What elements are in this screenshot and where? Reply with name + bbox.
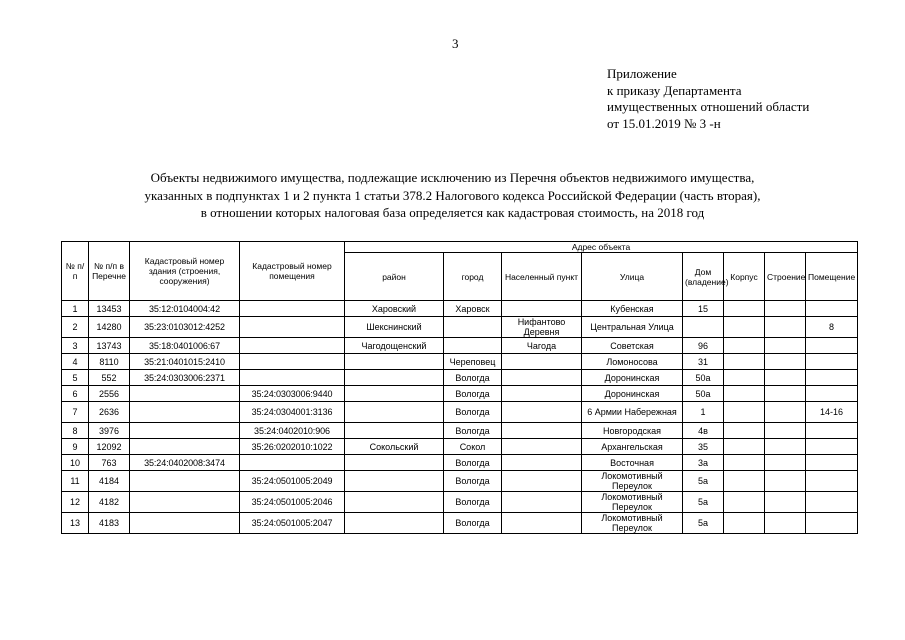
cell-house: 5а [683,492,724,513]
cell-settlement [502,513,582,534]
cell-pomeshchenie [806,386,858,402]
cell-stroenie [765,471,806,492]
cell-street: Кубенская [582,301,683,317]
cell-settlement [502,301,582,317]
cell-list-num: 4183 [89,513,130,534]
cell-num: 2 [62,317,89,338]
appendix-block [607,66,809,132]
cell-settlement [502,439,582,455]
cell-korpus [724,402,765,423]
cell-korpus [724,301,765,317]
header-street: Улица [582,253,683,301]
cell-num: 4 [62,354,89,370]
cell-settlement [502,386,582,402]
cell-room-cadastral [240,301,345,317]
cell-pomeshchenie [806,492,858,513]
table-row [62,492,858,513]
cell-list-num: 13743 [89,338,130,354]
cell-list-num: 4182 [89,492,130,513]
document-title [60,169,845,222]
cell-street: Доронинская [582,386,683,402]
cell-district [345,455,444,471]
table-row [62,402,858,423]
cell-building-cadastral: 35:12:0104004:42 [130,301,240,317]
cell-pomeshchenie: 8 [806,317,858,338]
cell-list-num: 4184 [89,471,130,492]
cell-num: 6 [62,386,89,402]
cell-building-cadastral: 35:23:0103012:4252 [130,317,240,338]
cell-settlement [502,423,582,439]
cell-stroenie [765,492,806,513]
cell-num: 13 [62,513,89,534]
cell-city: Вологда [444,423,502,439]
title-line: в отношении которых налоговая база определяется как кадастровая стоимость, на 2018 год [200,205,705,220]
cell-city: Вологда [444,402,502,423]
cell-room-cadastral [240,354,345,370]
page-number: 3 [452,36,459,51]
title-line: Объекты недвижимого имущества, подлежащие исключению из Перечня объектов недвижимого имущества, [150,170,755,185]
cell-list-num: 8110 [89,354,130,370]
cell-district [345,471,444,492]
cell-house: 96 [683,338,724,354]
header-pomeshchenie: Помещение [806,253,858,301]
cell-district: Шекснинский [345,317,444,338]
cell-building-cadastral [130,513,240,534]
appendix-line: имущественных отношений области [607,99,810,114]
header-city: город [444,253,502,301]
cell-street: Новгородская [582,423,683,439]
cell-room-cadastral [240,370,345,386]
cell-stroenie [765,513,806,534]
cell-house: 1 [683,402,724,423]
cell-house: 5а [683,513,724,534]
cell-num: 12 [62,492,89,513]
cell-pomeshchenie [806,423,858,439]
cell-list-num: 14280 [89,317,130,338]
cell-korpus [724,455,765,471]
cell-house: 4в [683,423,724,439]
cell-pomeshchenie [806,370,858,386]
cell-korpus [724,354,765,370]
cell-settlement: Нифантово Деревня [502,317,582,338]
table-row [62,338,858,354]
cell-room-cadastral: 35:24:0501005:2046 [240,492,345,513]
header-settlement: Населенный пункт [502,253,582,301]
cell-building-cadastral [130,492,240,513]
cell-building-cadastral [130,439,240,455]
cell-street: Ломоносова [582,354,683,370]
cell-room-cadastral [240,455,345,471]
cell-building-cadastral: 35:24:0402008:3474 [130,455,240,471]
cell-num: 3 [62,338,89,354]
cell-room-cadastral: 35:24:0303006:9440 [240,386,345,402]
cell-korpus [724,423,765,439]
cell-pomeshchenie: 14-16 [806,402,858,423]
cell-street: Советская [582,338,683,354]
cell-room-cadastral: 35:24:0501005:2047 [240,513,345,534]
cell-num: 7 [62,402,89,423]
cell-room-cadastral [240,317,345,338]
cell-city [444,338,502,354]
cell-pomeshchenie [806,455,858,471]
cell-house: 50а [683,386,724,402]
table-row [62,439,858,455]
header-district: район [345,253,444,301]
cell-city: Вологда [444,386,502,402]
cell-korpus [724,370,765,386]
cell-building-cadastral: 35:18:0401006:67 [130,338,240,354]
cell-settlement [502,492,582,513]
cell-stroenie [765,317,806,338]
cell-room-cadastral [240,338,345,354]
table-row [62,423,858,439]
cell-building-cadastral [130,402,240,423]
cell-stroenie [765,370,806,386]
cell-stroenie [765,455,806,471]
cell-district [345,423,444,439]
cell-city: Вологда [444,370,502,386]
cell-house: 31 [683,354,724,370]
table-row [62,386,858,402]
cell-house: 15 [683,301,724,317]
cell-list-num: 3976 [89,423,130,439]
cell-settlement [502,370,582,386]
appendix-line: к приказу Департамента [607,82,742,98]
appendix-line: Приложение [607,66,677,81]
cell-street: Локомотивный Переулок [582,492,683,513]
cell-num: 5 [62,370,89,386]
cell-korpus [724,338,765,354]
table-row [62,354,858,370]
cell-settlement: Чагода [502,338,582,354]
header-korpus: Корпус [724,253,765,301]
cell-building-cadastral: 35:21:0401015:2410 [130,354,240,370]
cell-district: Чагодощенский [345,338,444,354]
cell-street: 6 Армии Набережная [582,402,683,423]
cell-city: Сокол [444,439,502,455]
cell-num: 11 [62,471,89,492]
cell-city: Череповец [444,354,502,370]
cell-district [345,402,444,423]
cell-num: 1 [62,301,89,317]
appendix-line: от 15.01.2019 № 3 -н [607,115,721,131]
cell-stroenie [765,338,806,354]
cell-stroenie [765,439,806,455]
cell-street: Доронинская [582,370,683,386]
cell-settlement [502,354,582,370]
cell-house: 5а [683,471,724,492]
cell-house: 3а [683,455,724,471]
cell-list-num: 763 [89,455,130,471]
cell-district: Сокольский [345,439,444,455]
cell-settlement [502,402,582,423]
cell-building-cadastral [130,386,240,402]
cell-korpus [724,439,765,455]
cell-street: Локомотивный Переулок [582,471,683,492]
cell-city: Вологда [444,492,502,513]
cell-house [683,317,724,338]
table-row [62,513,858,534]
cell-pomeshchenie [806,338,858,354]
cell-city: Вологда [444,471,502,492]
header-list-num: № п/п в Перечне [89,242,130,301]
cell-settlement [502,455,582,471]
cell-korpus [724,471,765,492]
cell-building-cadastral: 35:24:0303006:2371 [130,370,240,386]
cell-district [345,386,444,402]
cell-city: Вологда [444,513,502,534]
cell-street: Архангельская [582,439,683,455]
table-row [62,471,858,492]
cell-street: Восточная [582,455,683,471]
cell-stroenie [765,354,806,370]
cell-building-cadastral [130,423,240,439]
cell-pomeshchenie [806,354,858,370]
header-room-cadastral: Кадастровый номер помещения [240,242,345,301]
cell-korpus [724,492,765,513]
cell-pomeshchenie [806,471,858,492]
header-building-cadastral: Кадастровый номер здания (строения, сооружения) [130,242,240,301]
cell-house: 35 [683,439,724,455]
header-stroenie: Строение [765,253,806,301]
table-row [62,301,858,317]
cell-list-num: 12092 [89,439,130,455]
cell-room-cadastral: 35:24:0304001:3136 [240,402,345,423]
cell-district [345,354,444,370]
cell-stroenie [765,402,806,423]
cell-korpus [724,513,765,534]
cell-korpus [724,317,765,338]
cell-list-num: 2556 [89,386,130,402]
cell-room-cadastral: 35:26:0202010:1022 [240,439,345,455]
cell-building-cadastral [130,471,240,492]
cell-list-num: 13453 [89,301,130,317]
cell-num: 9 [62,439,89,455]
cell-district: Харовский [345,301,444,317]
cell-pomeshchenie [806,439,858,455]
cell-korpus [724,386,765,402]
table-row [62,455,858,471]
cell-district [345,513,444,534]
cell-pomeshchenie [806,513,858,534]
cell-num: 10 [62,455,89,471]
header-address: Адрес объекта [345,242,858,253]
cell-district [345,492,444,513]
cell-list-num: 2636 [89,402,130,423]
table-row [62,317,858,338]
cell-street: Центральная Улица [582,317,683,338]
cell-district [345,370,444,386]
cell-city: Харовск [444,301,502,317]
cell-settlement [502,471,582,492]
header-house: Дом (владение) [683,253,724,301]
cell-house: 50а [683,370,724,386]
title-line: указанных в подпунктах 1 и 2 пункта 1 статьи 378.2 Налогового кодекса Российской Федерации (часть вторая), [144,187,761,203]
header-num: № п/п [62,242,89,301]
cell-stroenie [765,423,806,439]
objects-table [61,241,858,534]
cell-city: Вологда [444,455,502,471]
table-row [62,370,858,386]
cell-list-num: 552 [89,370,130,386]
cell-stroenie [765,386,806,402]
cell-num: 8 [62,423,89,439]
cell-room-cadastral: 35:24:0501005:2049 [240,471,345,492]
cell-pomeshchenie [806,301,858,317]
cell-stroenie [765,301,806,317]
cell-room-cadastral: 35:24:0402010:906 [240,423,345,439]
cell-street: Локомотивный Переулок [582,513,683,534]
cell-city [444,317,502,338]
